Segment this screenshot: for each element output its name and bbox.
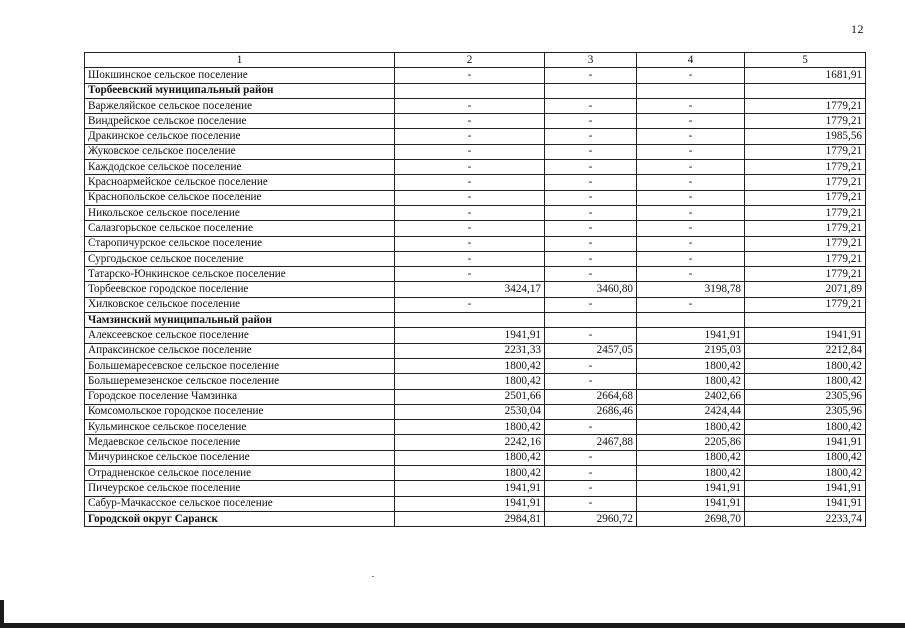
value-cell: - <box>395 144 545 159</box>
settlement-name: Торбеевское городское поселение <box>85 282 395 297</box>
table-row <box>85 251 866 266</box>
table-row <box>85 68 866 83</box>
settlement-name: Хилковское сельское поселение <box>85 297 395 312</box>
table-row <box>85 374 866 389</box>
column-header: 1 <box>85 53 395 68</box>
scan-speck <box>372 576 374 577</box>
settlement-name: Старопичурское сельское поселение <box>85 236 395 251</box>
value-cell: - <box>545 144 637 159</box>
value-cell: 2402,66 <box>637 389 745 404</box>
value-cell: 2530,04 <box>395 404 545 419</box>
settlement-name: Пичеурское сельское поселение <box>85 481 395 496</box>
value-cell: 1800,42 <box>637 466 745 481</box>
value-cell: 2212,84 <box>745 343 866 358</box>
table-row <box>85 190 866 205</box>
value-cell: 1800,42 <box>637 358 745 373</box>
value-cell: 1800,42 <box>395 358 545 373</box>
value-cell: 1779,21 <box>745 175 866 190</box>
value-cell: 2071,89 <box>745 282 866 297</box>
column-header: 4 <box>637 53 745 68</box>
value-cell: 1941,91 <box>745 328 866 343</box>
value-cell: - <box>637 114 745 129</box>
value-cell: - <box>545 374 637 389</box>
value-cell: - <box>395 267 545 282</box>
value-cell <box>637 313 745 328</box>
settlement-name: Красноармейское сельское поселение <box>85 175 395 190</box>
value-cell: 1941,91 <box>395 328 545 343</box>
value-cell: - <box>545 114 637 129</box>
settlement-name: Городское поселение Чамзинка <box>85 389 395 404</box>
value-cell: 2501,66 <box>395 389 545 404</box>
value-cell: - <box>545 129 637 144</box>
value-cell: 1779,21 <box>745 205 866 220</box>
value-cell: 1941,91 <box>745 481 866 496</box>
value-cell: - <box>545 68 637 83</box>
value-cell: - <box>395 297 545 312</box>
value-cell <box>395 83 545 98</box>
table-row <box>85 114 866 129</box>
value-cell: - <box>395 129 545 144</box>
value-cell: - <box>545 358 637 373</box>
value-cell: 1800,42 <box>745 450 866 465</box>
value-cell: - <box>637 221 745 236</box>
table-row <box>85 496 866 511</box>
value-cell: 2195,03 <box>637 343 745 358</box>
value-cell: 1800,42 <box>395 374 545 389</box>
settlement-name: Краснопольское сельское поселение <box>85 190 395 205</box>
table-body <box>85 53 866 527</box>
value-cell: - <box>545 236 637 251</box>
settlement-name: Большемаресевское сельское поселение <box>85 358 395 373</box>
value-cell: 2457,05 <box>545 343 637 358</box>
value-cell: 1800,42 <box>637 374 745 389</box>
settlement-name: Городской округ Саранск <box>85 511 395 526</box>
value-cell: - <box>545 267 637 282</box>
settlement-name: Медаевское сельское поселение <box>85 435 395 450</box>
value-cell: - <box>545 160 637 175</box>
table-row <box>85 343 866 358</box>
table-row <box>85 205 866 220</box>
total-row <box>85 511 866 526</box>
settlement-name: Комсомольское городское поселение <box>85 404 395 419</box>
settlement-name: Жуковское сельское поселение <box>85 144 395 159</box>
value-cell: - <box>395 236 545 251</box>
settlement-name: Варжеляйское сельское поселение <box>85 98 395 113</box>
value-cell: 1779,21 <box>745 221 866 236</box>
tariff-table <box>84 52 866 527</box>
table-row <box>85 404 866 419</box>
value-cell: - <box>545 190 637 205</box>
settlement-name: Алексеевское сельское поселение <box>85 328 395 343</box>
district-name: Чамзинский муниципальный район <box>85 313 395 328</box>
value-cell: 1800,42 <box>637 450 745 465</box>
value-cell: 2305,96 <box>745 404 866 419</box>
value-cell: - <box>395 98 545 113</box>
section-row <box>85 313 866 328</box>
table-row <box>85 389 866 404</box>
value-cell: 1779,21 <box>745 114 866 129</box>
value-cell: 2205,86 <box>637 435 745 450</box>
value-cell: 1941,91 <box>395 481 545 496</box>
value-cell: - <box>545 205 637 220</box>
column-header: 2 <box>395 53 545 68</box>
value-cell: 1779,21 <box>745 236 866 251</box>
value-cell: - <box>637 251 745 266</box>
value-cell: - <box>545 98 637 113</box>
value-cell: - <box>637 129 745 144</box>
settlement-name: Никольское сельское поселение <box>85 205 395 220</box>
settlement-name: Отрадненское сельское поселение <box>85 466 395 481</box>
settlement-name: Кульминское сельское поселение <box>85 420 395 435</box>
table-row <box>85 175 866 190</box>
value-cell: - <box>545 481 637 496</box>
value-cell <box>545 83 637 98</box>
value-cell: 2242,16 <box>395 435 545 450</box>
table-row <box>85 98 866 113</box>
value-cell: - <box>395 175 545 190</box>
value-cell: 3460,80 <box>545 282 637 297</box>
table-row <box>85 481 866 496</box>
value-cell: 1800,42 <box>637 420 745 435</box>
value-cell: 1941,91 <box>745 435 866 450</box>
settlement-name: Мичуринское сельское поселение <box>85 450 395 465</box>
value-cell: 1800,42 <box>745 358 866 373</box>
table-row <box>85 129 866 144</box>
value-cell: - <box>545 466 637 481</box>
scan-edge-bottom <box>0 623 905 628</box>
value-cell: 1941,91 <box>637 481 745 496</box>
value-cell: 1779,21 <box>745 98 866 113</box>
value-cell: 2664,68 <box>545 389 637 404</box>
value-cell: - <box>395 251 545 266</box>
value-cell <box>637 83 745 98</box>
table-row <box>85 282 866 297</box>
value-cell: - <box>395 190 545 205</box>
value-cell: - <box>545 175 637 190</box>
value-cell: 2984,81 <box>395 511 545 526</box>
value-cell: - <box>395 68 545 83</box>
value-cell: - <box>545 221 637 236</box>
value-cell: - <box>637 160 745 175</box>
table-row <box>85 466 866 481</box>
value-cell: - <box>545 420 637 435</box>
settlement-name: Виндрейское сельское поселение <box>85 114 395 129</box>
table-row <box>85 267 866 282</box>
table-row <box>85 420 866 435</box>
table-row <box>85 435 866 450</box>
page-number: 12 <box>851 22 864 36</box>
value-cell: - <box>545 297 637 312</box>
value-cell <box>745 83 866 98</box>
table-row <box>85 297 866 312</box>
value-cell: 2686,46 <box>545 404 637 419</box>
value-cell <box>545 313 637 328</box>
value-cell: - <box>637 190 745 205</box>
value-cell: 2960,72 <box>545 511 637 526</box>
value-cell <box>745 313 866 328</box>
table-header-row <box>85 53 866 68</box>
value-cell: - <box>395 221 545 236</box>
value-cell: 1779,21 <box>745 160 866 175</box>
value-cell: - <box>637 267 745 282</box>
value-cell: 2305,96 <box>745 389 866 404</box>
value-cell: 1941,91 <box>637 496 745 511</box>
table-row <box>85 328 866 343</box>
settlement-name: Большеремезенское сельское поселение <box>85 374 395 389</box>
value-cell: 1800,42 <box>745 374 866 389</box>
settlement-name: Апраксинское сельское поселение <box>85 343 395 358</box>
settlement-name: Дракинское сельское поселение <box>85 129 395 144</box>
value-cell: - <box>545 251 637 266</box>
value-cell: 2467,88 <box>545 435 637 450</box>
value-cell: - <box>637 297 745 312</box>
value-cell <box>395 313 545 328</box>
value-cell: - <box>395 160 545 175</box>
value-cell: 1800,42 <box>395 450 545 465</box>
value-cell: - <box>637 205 745 220</box>
settlement-name: Сабур-Мачкасское сельское поселение <box>85 496 395 511</box>
value-cell: 1779,21 <box>745 190 866 205</box>
value-cell: - <box>545 328 637 343</box>
table-row <box>85 160 866 175</box>
value-cell: 1941,91 <box>395 496 545 511</box>
table-row <box>85 236 866 251</box>
settlement-name: Каждодское сельское поселение <box>85 160 395 175</box>
value-cell: 2698,70 <box>637 511 745 526</box>
value-cell: 1779,21 <box>745 297 866 312</box>
value-cell: 1800,42 <box>745 466 866 481</box>
settlement-name: Татарско-Юнкинское сельское поселение <box>85 267 395 282</box>
value-cell: 3198,78 <box>637 282 745 297</box>
value-cell: 1800,42 <box>395 420 545 435</box>
column-header: 3 <box>545 53 637 68</box>
value-cell: 1779,21 <box>745 267 866 282</box>
value-cell: - <box>545 450 637 465</box>
table-row <box>85 358 866 373</box>
value-cell: 2231,33 <box>395 343 545 358</box>
value-cell: - <box>637 98 745 113</box>
value-cell: 3424,17 <box>395 282 545 297</box>
column-header: 5 <box>745 53 866 68</box>
district-name: Торбеевский муниципальный район <box>85 83 395 98</box>
settlement-name: Сургодьское сельское поселение <box>85 251 395 266</box>
value-cell: 1985,56 <box>745 129 866 144</box>
value-cell: 1681,91 <box>745 68 866 83</box>
value-cell: - <box>637 175 745 190</box>
value-cell: 1779,21 <box>745 251 866 266</box>
table-row <box>85 221 866 236</box>
table-row <box>85 144 866 159</box>
section-row <box>85 83 866 98</box>
value-cell: 2233,74 <box>745 511 866 526</box>
value-cell: - <box>637 144 745 159</box>
value-cell: - <box>545 496 637 511</box>
table-row <box>85 450 866 465</box>
value-cell: 2424,44 <box>637 404 745 419</box>
settlement-name: Шокшинское сельское поселение <box>85 68 395 83</box>
value-cell: - <box>637 236 745 251</box>
value-cell: - <box>637 68 745 83</box>
value-cell: 1800,42 <box>745 420 866 435</box>
value-cell: - <box>395 114 545 129</box>
value-cell: 1941,91 <box>745 496 866 511</box>
value-cell: 1779,21 <box>745 144 866 159</box>
value-cell: 1800,42 <box>395 466 545 481</box>
value-cell: 1941,91 <box>637 328 745 343</box>
settlement-name: Салазгорьское сельское поселение <box>85 221 395 236</box>
value-cell: - <box>395 205 545 220</box>
